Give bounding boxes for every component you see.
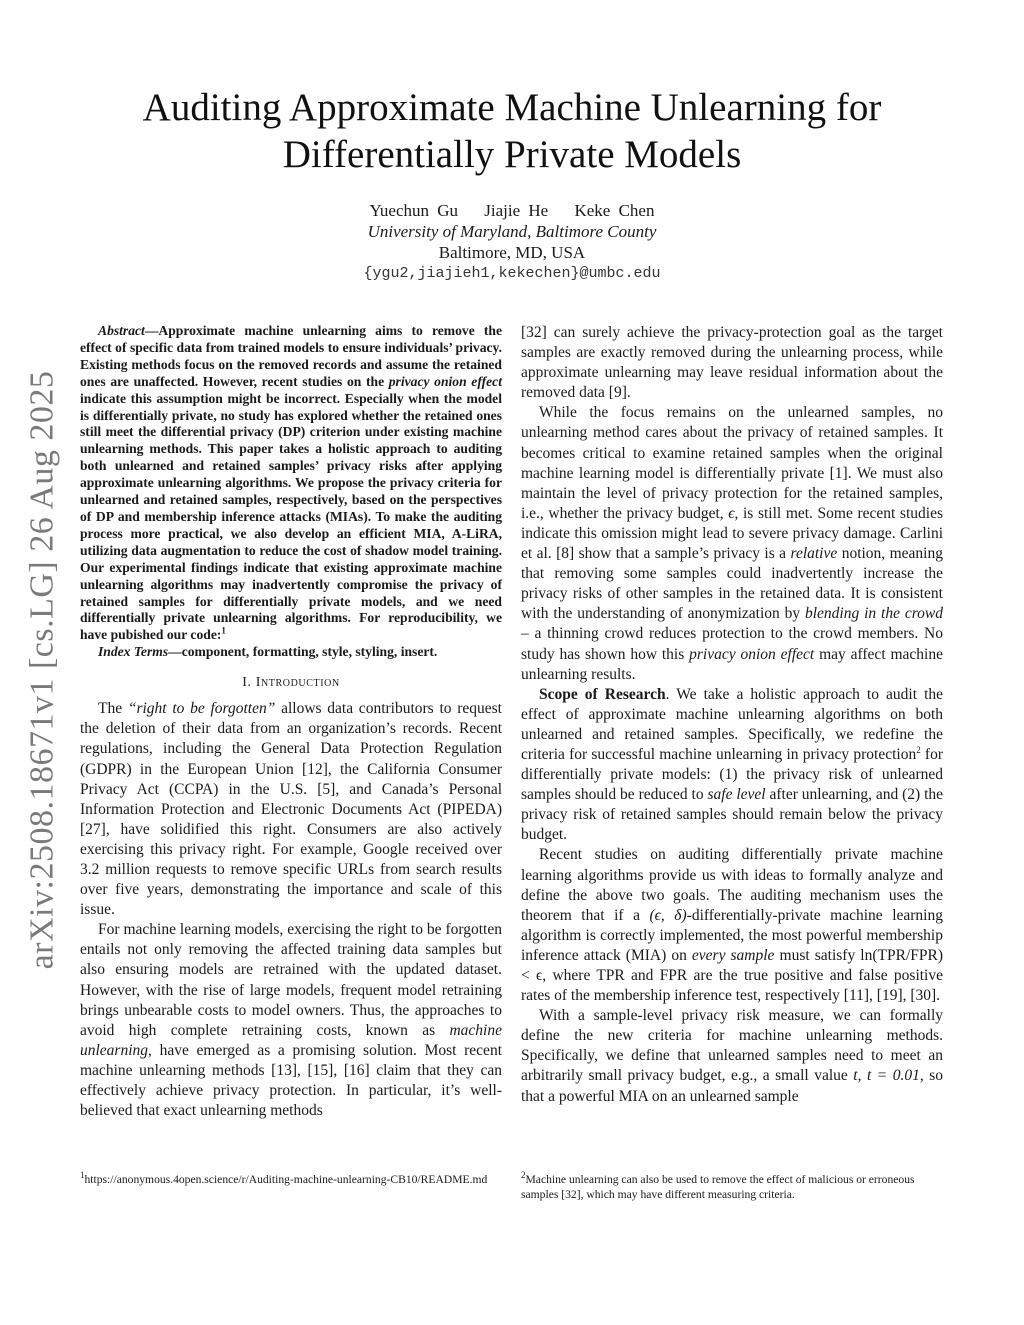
text-run: , where TPR and FPR are the true positive and false positive rates of the membership inference test, respectively [11], [19], [30]. [521,967,943,1005]
text-run: -differentially-private machine learning algorithm is correctly implemented, the most powerful membership inference attack (MIA) on [521,906,943,964]
footnote-1 [80,1172,502,1187]
text-run: may affect machine unlearning results. [521,645,943,683]
author-name: Jiajie He [484,201,549,220]
footnote-marker: 2 [916,744,921,755]
abstract [80,323,502,661]
text-run: after unlearning, and (2) the privacy risk of retained samples should remain below the privacy budget. [521,786,944,844]
section-title: Introduction [255,675,340,691]
text-run: , have emerged as a promising solution. Most recent machine unlearning methods [13], [15], [16] claim that they can effectively achieve privacy protection. In particular, it’s well-believed that exact unlearning methods [80,1041,502,1120]
index-terms [80,644,502,661]
text-run: , is still met. Some recent studies indicate this omission might lead to severe privacy damage. Carlini et al. [8] show that a sample’s privacy is a [521,504,943,563]
emphasis: blending in the crowd [805,605,943,623]
section-numeral: I. [242,675,256,691]
abstract-emphasis: privacy onion effect [388,373,502,389]
emphasis: machine unlearning [80,1021,502,1059]
section-heading-introduction [80,673,502,693]
abstract-text-cont: indicate this assumption might be incorrect. Especially when the model is differentially private, no study has explored whether the retained ones still meet the differential privacy (DP) criterion under existing machine unlearning methods. This paper takes a holistic approach to auditing both unlearned and retained samples’ privacy risks after applying approximate unlearning algorithms. We propose the privacy criteria for unlearned and retained samples, respectively, based on the perspectives of DP and membership inference attacks (MIAs). To make the auditing process more practical, we also develop an efficient MIA, A-LiRA, utilizing data augmentation to reduce the cost of shadow model training. Our experimental findings indicate that existing approximate machine unlearning algorithms may inadvertently compromise the privacy of retained samples for differentially private models, and we need differentially private unlearning algorithms. For reproducibility, we have pubished our code: [80,390,502,643]
text-run: , so that a powerful MIA on an unlearned sample [521,1067,943,1105]
text-run: While the focus remains on the unlearned samples, no unlearning method cares about the privacy of retained samples. It becomes critical to examine retained samples when the original machine learning model is differentially private [1]. We must also maintain the level of privacy protection for the retained samples, i.e., whether the privacy budget, [521,404,943,522]
right-paragraph-3 [521,685,943,846]
text-run: – a thinning crowd reduces protection to the crowd members. No study has shown how this [521,625,943,663]
math-symbol: ϵ [728,504,735,522]
abstract-label: Abstract [98,323,145,338]
text-run: notion, meaning that removing some samples could inadvertently increase the privacy risks of other samples in the retained data. It is consistent with the understanding of anonymization by [521,545,943,623]
author-email: {ygu2,jiajieh1,kekechen}@umbc.edu [363,265,661,282]
left-column [80,323,502,1121]
intro-paragraph-1 [80,699,502,920]
arxiv-identifier: arXiv:2508.18671v1 [cs.LG] 26 Aug 2025 [23,370,61,970]
intro-paragraph-2 [80,920,502,1121]
footnote-marker: 2 [521,1170,526,1181]
text-run: Recent studies on auditing differentially private machine learning algorithms provide us with ideas to formally analyze and define the above two goals. The auditing mechanism uses the theorem that if a [521,846,943,924]
right-paragraph-4 [521,845,943,1006]
title-line-1: Auditing Approximate Machine Unlearning for [142,86,882,129]
index-terms-label: Index Terms [98,644,169,660]
math-symbol: t [853,1067,858,1085]
footnote-2 [521,1172,943,1202]
emphasis: “right to be forgotten” [127,700,276,718]
author-block [100,200,924,284]
footnote-marker: 1 [80,1170,85,1181]
text-run: must satisfy [774,946,861,964]
title-line-2: Differentially Private Models [282,133,742,176]
emphasis: relative [790,545,838,563]
right-column [521,323,943,1107]
right-paragraph-1: [32] can surely achieve the privacy-protection goal as the target samples are exactly removed during the unlearning process, while approximate unlearning may leave residual information about the removed data [9]. [521,324,943,402]
author-affiliation: University of Maryland, Baltimore County [367,222,657,241]
run-in-heading: Scope of Research [539,685,666,703]
text-run: For machine learning models, exercising the right to be forgotten entails not only removing the affected training data samples but also ensuring models are retrained with the updated dataset. However, with the rise of large models, frequent model retraining brings unbearable costs to model owners. Thus, the approaches to avoid high complete retraining costs, known as [80,921,502,1039]
text-run: . We take a holistic approach to audit the effect of approximate machine unlearning algorithms on both unlearned and retained samples. Specifically, we redefine the criteria for successful machine unlearning in privacy protection [521,685,944,763]
right-paragraph-5 [521,1006,943,1106]
emphasis: every sample [691,946,775,964]
footnote-text: Machine unlearning can also be used to remove the effect of malicious or erroneous samples [32], which may have different measuring criteria. [521,1173,915,1201]
right-paragraph-2 [521,403,943,684]
footnote-marker: 1 [221,625,226,636]
abstract-paragraph [80,323,502,644]
abstract-text: —Approximate machine unlearning aims to remove the effect of specific data from trained models to ensure individuals’ privacy. Existing methods focus on the removed records and assume the retained ones are unaffected. However, recent studies on the [80,323,502,389]
text-run: allows data contributors to request the deletion of their data from an organization’s records. Recent regulations, including the General Data Protection Regulation (GDPR) in the European Union [12], the California Consumer Privacy Act (CCPA) in the U.S. [5], and Canada’s Personal Information Protection and Electronic Documents Act (PIPEDA) [27], have solidified this right. Consumers are also actively exercising this privacy right. For example, Google received over 3.2 million requests to remove specific URLs from search results over five years, demonstrating the importance and scale of this issue. [80,700,502,919]
author-location: Baltimore, MD, USA [438,243,586,262]
paper-title [100,84,924,178]
math-expression: t = 0.01 [866,1067,920,1085]
author-name: Yuechun Gu [369,201,459,220]
index-terms-text: —component, formatting, style, styling, insert. [168,644,438,660]
emphasis: safe level [707,786,766,804]
footnote-url: https://anonymous.4open.science/r/Auditing-machine-unlearning-CB10/README.md [84,1173,488,1186]
text-run: With a sample-level privacy risk measure, we can formally define the new criteria for machine unlearning methods. Specifically, we define that unlearned samples need to meet an arbitrarily small privacy budget, e.g., a small value [521,1007,943,1085]
math-expression: (ϵ, δ) [649,906,687,924]
math-expression: ln(TPR/FPR) < ϵ [521,946,943,984]
text-run: , [857,1067,867,1085]
author-names [100,200,924,221]
emphasis: privacy onion effect [689,645,815,663]
text-run: The [98,700,128,718]
author-name: Keke Chen [574,201,655,220]
text-run: for differentially private models: (1) the privacy risk of unlearned samples should be reduced to [521,745,943,804]
arxiv-sidebar-stamp [12,370,72,970]
